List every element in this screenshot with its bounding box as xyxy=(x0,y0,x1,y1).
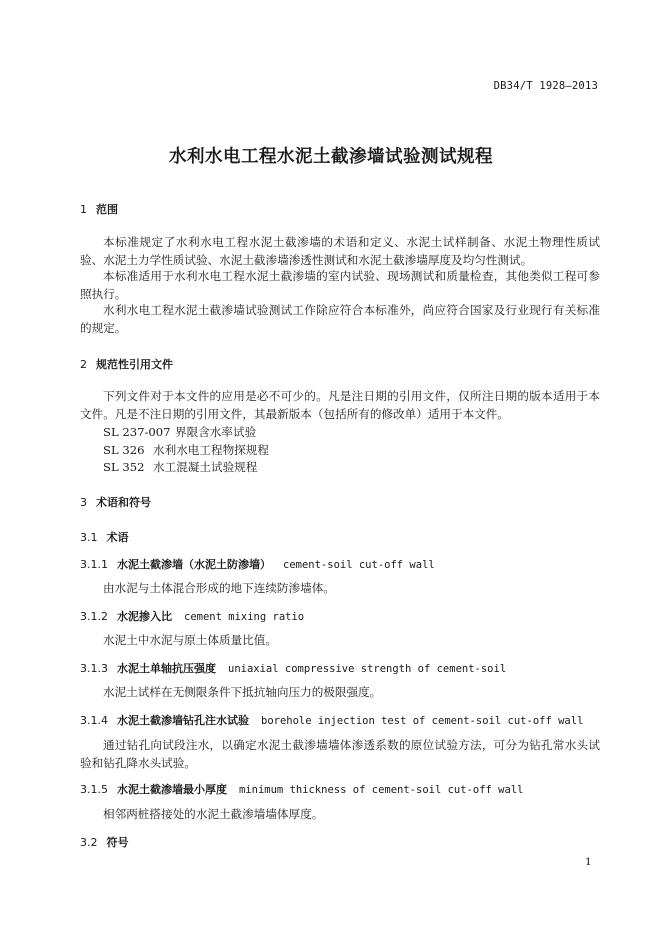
reference-code: SL 352 xyxy=(103,460,145,474)
section-title: 范围 xyxy=(96,203,118,216)
term-heading xyxy=(80,781,523,797)
section-number: 3 xyxy=(80,496,87,509)
section-1-heading xyxy=(80,201,118,217)
term-number: 3.1.1 xyxy=(80,558,108,571)
term-name-en: uniaxial compressive strength of cement-soil xyxy=(228,663,507,675)
term-heading xyxy=(80,556,435,572)
reference-name: 水工混凝土试验规程 xyxy=(153,460,258,474)
subsection-title: 符号 xyxy=(106,836,129,849)
term-number: 3.1.3 xyxy=(80,662,108,675)
term-name-zh: 水泥土截渗墙（水泥土防渗墙） xyxy=(117,558,271,571)
paragraph: 本标准适用于水利水电工程水泥土截渗墙的室内试验、现场测试和质量检查，其他类似工程可参照执行。 xyxy=(80,269,600,301)
term-name-en: borehole injection test of cement-soil cut-off wall xyxy=(261,715,584,727)
term-name-zh: 水泥土单轴抗压强度 xyxy=(117,662,216,675)
standard-code: DB34/T 1928—2013 xyxy=(493,80,598,92)
term-definition: 水泥土中水泥与原土体质量比值。 xyxy=(103,633,277,647)
paragraph: 本标准规定了水利水电工程水泥土截渗墙的术语和定义、水泥土试样制备、水泥土物理性质试验、水泥土力学性质试验、水泥土截渗墙渗透性测试和水泥土截渗墙厚度及均匀性测试。 xyxy=(80,235,600,267)
section-number: 2 xyxy=(80,358,87,371)
reference-item xyxy=(103,442,269,458)
subsection-title: 术语 xyxy=(106,531,129,544)
subsection-3-2-heading xyxy=(80,834,129,850)
term-name-en: cement-soil cut-off wall xyxy=(283,559,435,571)
term-name-en: minimum thickness of cement-soil cut-off wall xyxy=(239,784,524,796)
term-heading xyxy=(80,608,304,624)
reference-item xyxy=(103,424,256,440)
section-3-heading xyxy=(80,494,151,510)
term-definition: 水泥土试样在无侧限条件下抵抗轴向压力的极限强度。 xyxy=(103,685,382,699)
term-name-zh: 水泥土截渗墙钻孔注水试验 xyxy=(117,714,249,727)
term-number: 3.1.4 xyxy=(80,714,108,727)
term-name-en: cement mixing ratio xyxy=(184,611,305,623)
term-name-zh: 水泥土截渗墙最小厚度 xyxy=(117,783,227,796)
paragraph: 水利水电工程水泥土截渗墙试验测试工作除应符合本标准外，尚应符合国家及行业现行有关标准的规定。 xyxy=(80,303,600,335)
term-heading xyxy=(80,660,506,676)
term-number: 3.1.2 xyxy=(80,610,108,623)
section-title: 规范性引用文件 xyxy=(96,358,173,371)
term-definition: 由水泥与土体混合形成的地下连续防渗墙体。 xyxy=(103,581,335,595)
term-heading xyxy=(80,712,583,728)
term-name-zh: 水泥掺入比 xyxy=(117,610,172,623)
term-definition: 相邻两桩搭接处的水泥土截渗墙墙体厚度。 xyxy=(103,807,324,821)
reference-name: 界限含水率试验 xyxy=(175,425,257,439)
reference-code: SL 326 xyxy=(103,443,145,457)
document-title: 水利水电工程水泥土截渗墙试验测试规程 xyxy=(169,147,493,167)
reference-item xyxy=(103,459,257,475)
paragraph: 下列文件对于本文件的应用是必不可少的。凡是注日期的引用文件，仅所注日期的版本适用于本文件。凡是不注日期的引用文件，其最新版本（包括所有的修改单）适用于本文件。 xyxy=(80,389,600,421)
subsection-number: 3.1 xyxy=(80,531,98,544)
term-number: 3.1.5 xyxy=(80,783,108,796)
section-2-heading xyxy=(80,356,173,372)
section-number: 1 xyxy=(80,203,87,216)
section-title: 术语和符号 xyxy=(96,496,151,509)
subsection-3-1-heading xyxy=(80,529,129,545)
page-number: 1 xyxy=(585,856,592,868)
term-definition: 通过钻孔向试段注水，以确定水泥土截渗墙墙体渗透系数的原位试验方法，可分为钻孔常水头试验和钻孔降水头试验。 xyxy=(80,738,600,770)
reference-name: 水利水电工程物探规程 xyxy=(153,443,269,457)
subsection-number: 3.2 xyxy=(80,836,98,849)
reference-code: SL 237-007 xyxy=(103,425,171,439)
